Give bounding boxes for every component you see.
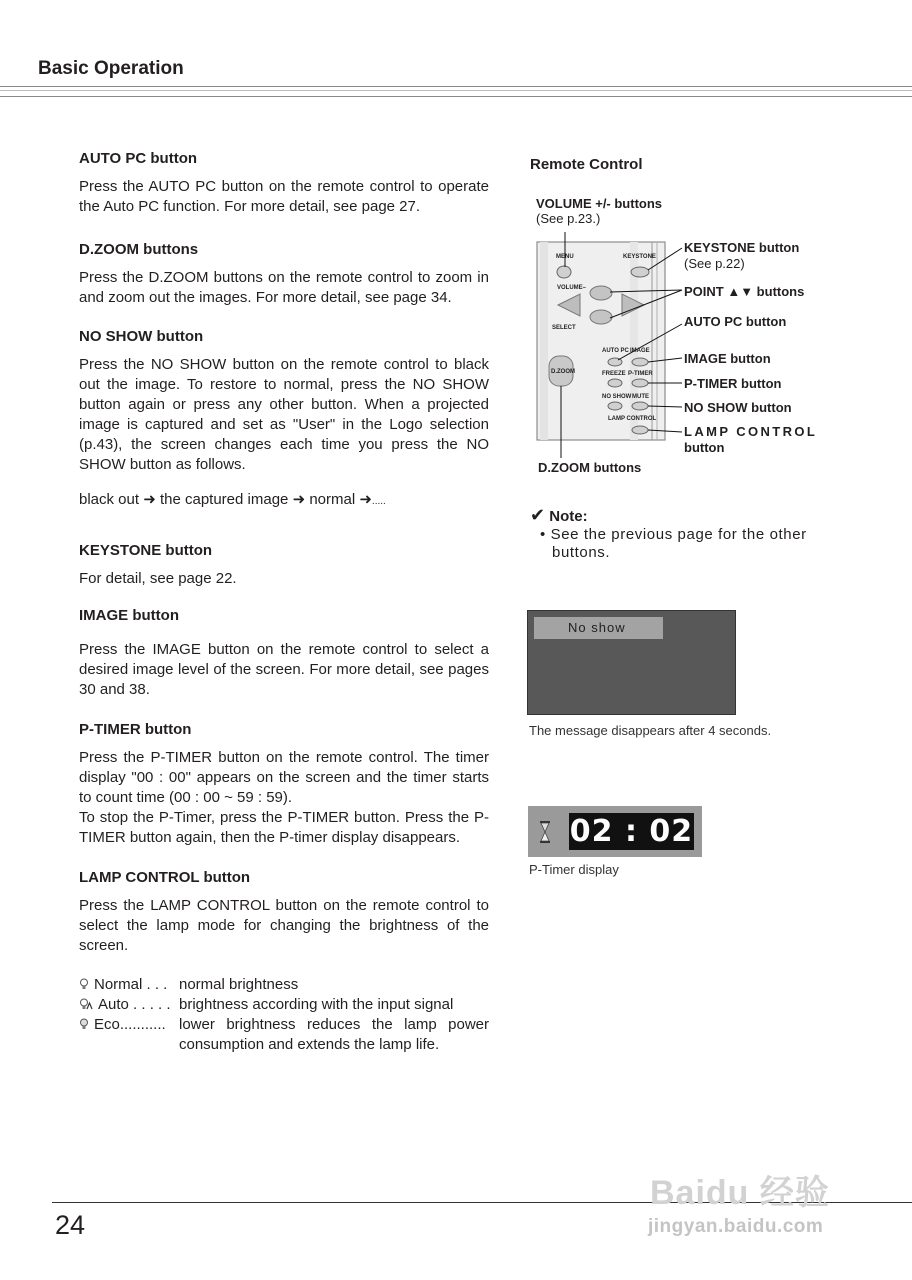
section-body: Press the IMAGE button on the remote control to select a desired image level of the screen. For more detail, see pages 30 and 38. [79,641,489,698]
lamp-mode-value: lower brightness reduces the lamp power consumption and extends the lamp life. [179,1016,489,1053]
noshow-sequence [79,490,489,512]
sequence-ellipsis: ..... [371,496,386,507]
lamp-mode-key: Eco........... [94,1016,166,1033]
callout-volume-ref: (See p.23.) [536,211,601,226]
callout-noshow: NO SHOW button [684,400,792,415]
lamp-mode-eco [79,1015,489,1055]
watermark-logo: Baidu 经验 [650,1174,830,1212]
remote-control-diagram [530,190,860,480]
remote-label: AUTO PC [602,348,629,354]
sequence-step: normal [309,491,356,508]
remote-label: MENU [556,254,574,260]
callout-ptimer: P-TIMER button [684,376,782,391]
auto-bulb-icon [79,998,93,1010]
note-box [530,505,820,562]
section-body: Press the NO SHOW button on the remote control to black out the image. To restore to normal, press the NO SHOW button again or press any other button. When a projected image is captured and set as "User" in the Logo selection (p.43), the screen changes each time you press the NO SHOW button as follows. [79,356,489,473]
left-column [79,150,489,1055]
remote-label: FREEZE [602,371,626,377]
section-body: For detail, see page 22. [79,570,237,587]
remote-control-title: Remote Control [530,156,643,173]
section-ptimer [79,721,489,848]
section-image [79,607,489,700]
remote-label: SELECT [552,325,576,331]
section-title: NO SHOW button [79,328,204,345]
remote-label: VOLUME– [557,285,587,291]
callout-keystone-ref: (See p.22) [684,256,745,271]
check-icon: ✔ [530,505,546,525]
section-title: LAMP CONTROL button [79,869,251,886]
arrow-right-icon: ➜ [292,491,306,508]
ptimer-time: 02 : 02 [569,814,694,849]
remote-label: NO SHOW [602,394,632,400]
lamp-mode-key: Normal . . . [94,976,168,993]
ptimer-caption: P-Timer display [529,862,619,877]
section-auto-pc [79,150,489,217]
sequence-step: the captured image [159,491,289,508]
note-heading: ✔ Note: [530,505,588,525]
section-title: AUTO PC button [79,150,198,167]
section-body: Press the LAMP CONTROL button on the remote control to select the lamp mode for changing the brightness of the screen. [79,897,489,954]
section-body: To stop the P-Timer, press the P-TIMER button. Press the P-TIMER button again, then the P-timer display disappears. [79,809,489,846]
lamp-mode-value: brightness according with the input signal [179,996,454,1013]
remote-label: D.ZOOM [551,369,575,375]
section-title: IMAGE button [79,607,179,624]
noshow-screen [527,610,736,715]
section-body: Press the D.ZOOM buttons on the remote control to zoom in and zoom out the images. For more detail, see page 34. [79,269,489,306]
section-lamp-control [79,869,489,1055]
arrow-right-icon: ➜ [359,491,372,508]
lamp-mode-key: Auto . . . . . [98,996,171,1013]
remote-label: MUTE [632,394,649,400]
callout-keystone: KEYSTONE button [684,240,800,255]
callout-lamp-2: button [684,440,725,455]
sequence-step: black out [79,491,140,508]
noshow-label: No show [534,617,663,639]
remote-label: P-TIMER [628,371,653,377]
bulb-icon [79,978,89,990]
remote-label: LAMP CONTROL [608,416,657,422]
lamp-mode-auto [79,995,489,1015]
page-header-title: Basic Operation [38,58,184,79]
arrow-right-icon: ➜ [143,491,156,508]
note-text: • See the previous page for the other buttons. [540,526,807,561]
lamp-mode-normal [79,975,489,995]
remote-label: KEYSTONE [623,254,656,260]
callout-lamp: LAMP CONTROL [684,424,818,439]
callout-image: IMAGE button [684,351,771,366]
remote-label: IMAGE [630,348,650,354]
section-noshow [79,328,489,512]
section-body: Press the P-TIMER button on the remote control. The timer display "00 : 00" appears on the screen and the timer starts to count time (00 : 00 ~ 59 : 59). [79,749,489,806]
ptimer-screen [528,806,702,857]
callout-volume: VOLUME +/- buttons [536,196,663,211]
callout-dzoom: D.ZOOM buttons [538,460,642,475]
section-title: D.ZOOM buttons [79,241,199,258]
callout-autopc: AUTO PC button [684,314,787,329]
section-keystone [79,542,489,589]
header-rule [0,86,912,97]
lamp-mode-value: normal brightness [179,976,299,993]
watermark-text: jingyan.baidu.com [648,1216,824,1237]
section-dzoom [79,241,489,308]
hourglass-icon [540,821,550,843]
section-body: Press the AUTO PC button on the remote control to operate the Auto PC function. For more detail, see page 27. [79,178,489,215]
noshow-caption: The message disappears after 4 seconds. [529,723,772,738]
section-title: KEYSTONE button [79,542,213,559]
page-number: 24 [55,1210,86,1240]
callout-point: POINT ▲▼ buttons [684,284,805,299]
section-title: P-TIMER button [79,721,192,738]
eco-bulb-icon [79,1018,89,1030]
